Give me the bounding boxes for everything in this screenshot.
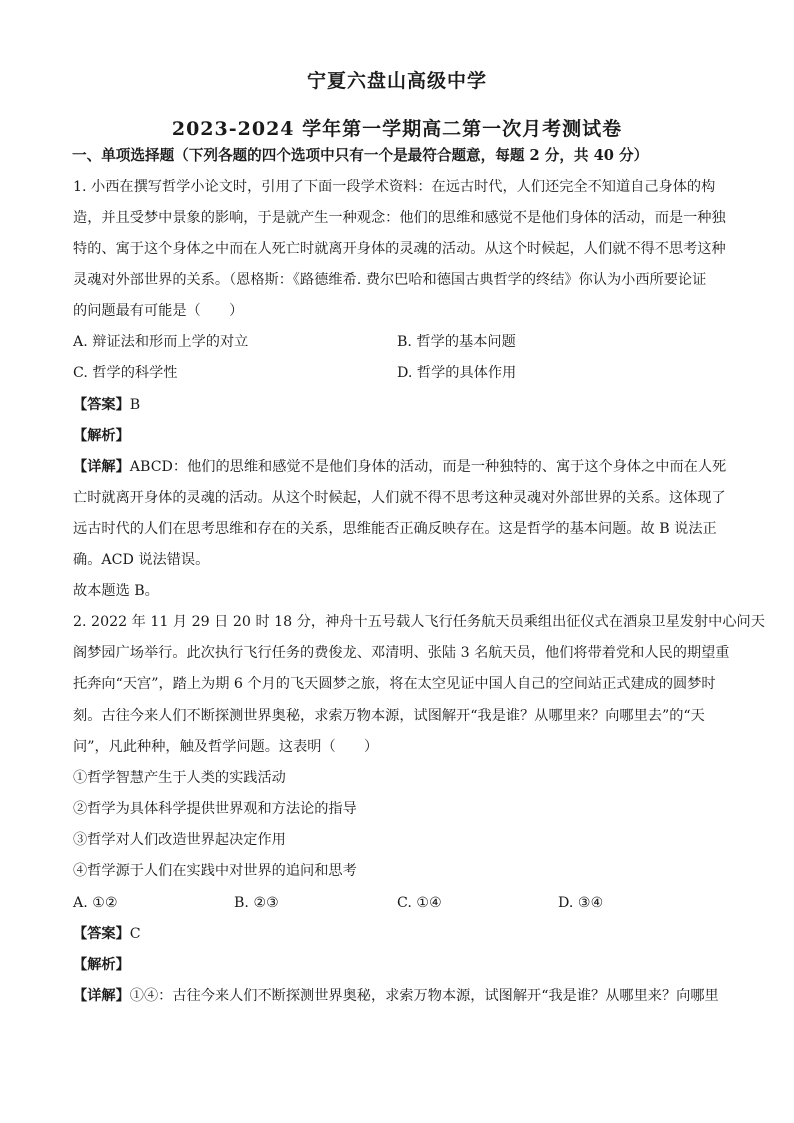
q2-statement: ②哲学为具体科学提供世界观和方法论的指导: [73, 801, 357, 817]
q2-option-c: C. ①④: [397, 895, 442, 911]
q2-stem-line: 阁梦园广场举行。此次执行飞行任务的费俊龙、邓清明、张陆 3 名航天员，他们将带着党和人民的期望重: [73, 645, 730, 661]
q1-detail-line: 远古时代的人们在思考思维和存在的关系，思维能否正确反映存在。这是哲学的基本问题。故 B 说法正: [73, 521, 717, 537]
answer-value: C: [129, 926, 141, 942]
detail-text: ABCD：他们的思维和感觉不是他们身体的活动，而是一种独特的、寓于这个身体之中而在人死: [129, 459, 727, 475]
q1-detail-line: 亡时就离开身体的灵魂的活动。从这个时候起，人们就不得不思考这种灵魂对外部世界的关系。这体现了: [73, 490, 726, 506]
detail-tag: 【详解】: [73, 459, 130, 475]
q1-option-c: C. 哲学的科学性: [73, 365, 178, 381]
section-heading: 一、单项选择题（下列各题的四个选项中只有一个是最符合题意，每题 2 分，共 40 分）: [72, 147, 649, 164]
analysis-tag: 【解析】: [73, 957, 130, 973]
q1-answer: [73, 395, 140, 415]
answer-tag: 【答案】: [73, 397, 130, 413]
answer-value: B: [129, 397, 141, 413]
q1-stem-line: 特的、寓于这个身体之中而在人死亡时就离开身体的灵魂的活动。从这个时候起，人们就不得不思考这种: [73, 241, 726, 257]
q2-statement: ④哲学源于人们在实践中对世界的追问和思考: [73, 863, 357, 879]
q1-detail-line: 确。ACD 说法错误。: [73, 552, 210, 568]
q2-answer: [73, 924, 141, 944]
detail-text: ①④：古往今来人们不断探测世界奥秘，求索万物本源，试图解开“我是谁？从哪里来？向哪里: [129, 988, 719, 1004]
q2-stem-line: 托奔向“天宫”，踏上为期 6 个月的飞天圆梦之旅，将在太空见证中国人自己的空间站正式建成的圆梦时: [73, 676, 716, 692]
q1-option-b: B. 哲学的基本问题: [397, 334, 516, 350]
analysis-tag: 【解析】: [73, 428, 130, 444]
q1-stem-line: 的问题最有可能是（ ）: [73, 303, 244, 319]
q2-stem-line: 刻。古往今来人们不断探测世界奥秘，求索万物本源，试图解开“我是谁？从哪里来？向哪里去”的“天: [73, 708, 705, 724]
school-title: 宁夏六盘山高级中学: [306, 70, 487, 92]
q2-detail-line: [73, 986, 719, 1006]
q1-conclusion: 故本题选 B。: [73, 583, 159, 599]
q1-stem-line: 造，并且受梦中景象的影响，于是就产生一种观念：他们的思维和感觉不是他们身体的活动，而是一种独: [73, 210, 726, 226]
q2-analysis-tag: [73, 955, 130, 975]
q1-option-a: A. 辩证法和形而上学的对立: [73, 334, 249, 350]
q1-stem-line: 灵魂对外部世界的关系。（恩格斯：《路德维希. 费尔巴哈和德国古典哲学的终结》你认为小西所要论证: [73, 272, 707, 288]
q2-statement: ③哲学对人们改造世界起决定作用: [73, 832, 286, 848]
detail-tag: 【详解】: [73, 988, 130, 1004]
q2-stem-line: 问”，凡此种种，触及哲学问题。这表明（ ）: [73, 739, 379, 755]
q1-analysis-tag: [73, 426, 130, 446]
q2-option-d: D. ③④: [558, 895, 604, 911]
exam-title: 2023-2024 学年第一学期高二第一次月考测试卷: [171, 118, 623, 140]
q1-stem-line: 1. 小西在撰写哲学小论文时，引用了下面一段学术资料：在远古时代，人们还完全不知道自己身体的构: [73, 179, 716, 195]
q2-option-a: A. ①②: [73, 895, 118, 911]
q1-detail-line: [73, 457, 726, 477]
q2-statement: ①哲学智慧产生于人类的实践活动: [73, 770, 286, 786]
q2-option-b: B. ②③: [234, 895, 279, 911]
answer-tag: 【答案】: [73, 926, 130, 942]
q1-option-d: D. 哲学的具体作用: [397, 365, 517, 381]
q2-stem-line: 2. 2022 年 11 月 29 日 20 时 18 分，神舟十五号载人飞行任务航天员乘组出征仪式在酒泉卫星发射中心问天: [73, 614, 765, 630]
